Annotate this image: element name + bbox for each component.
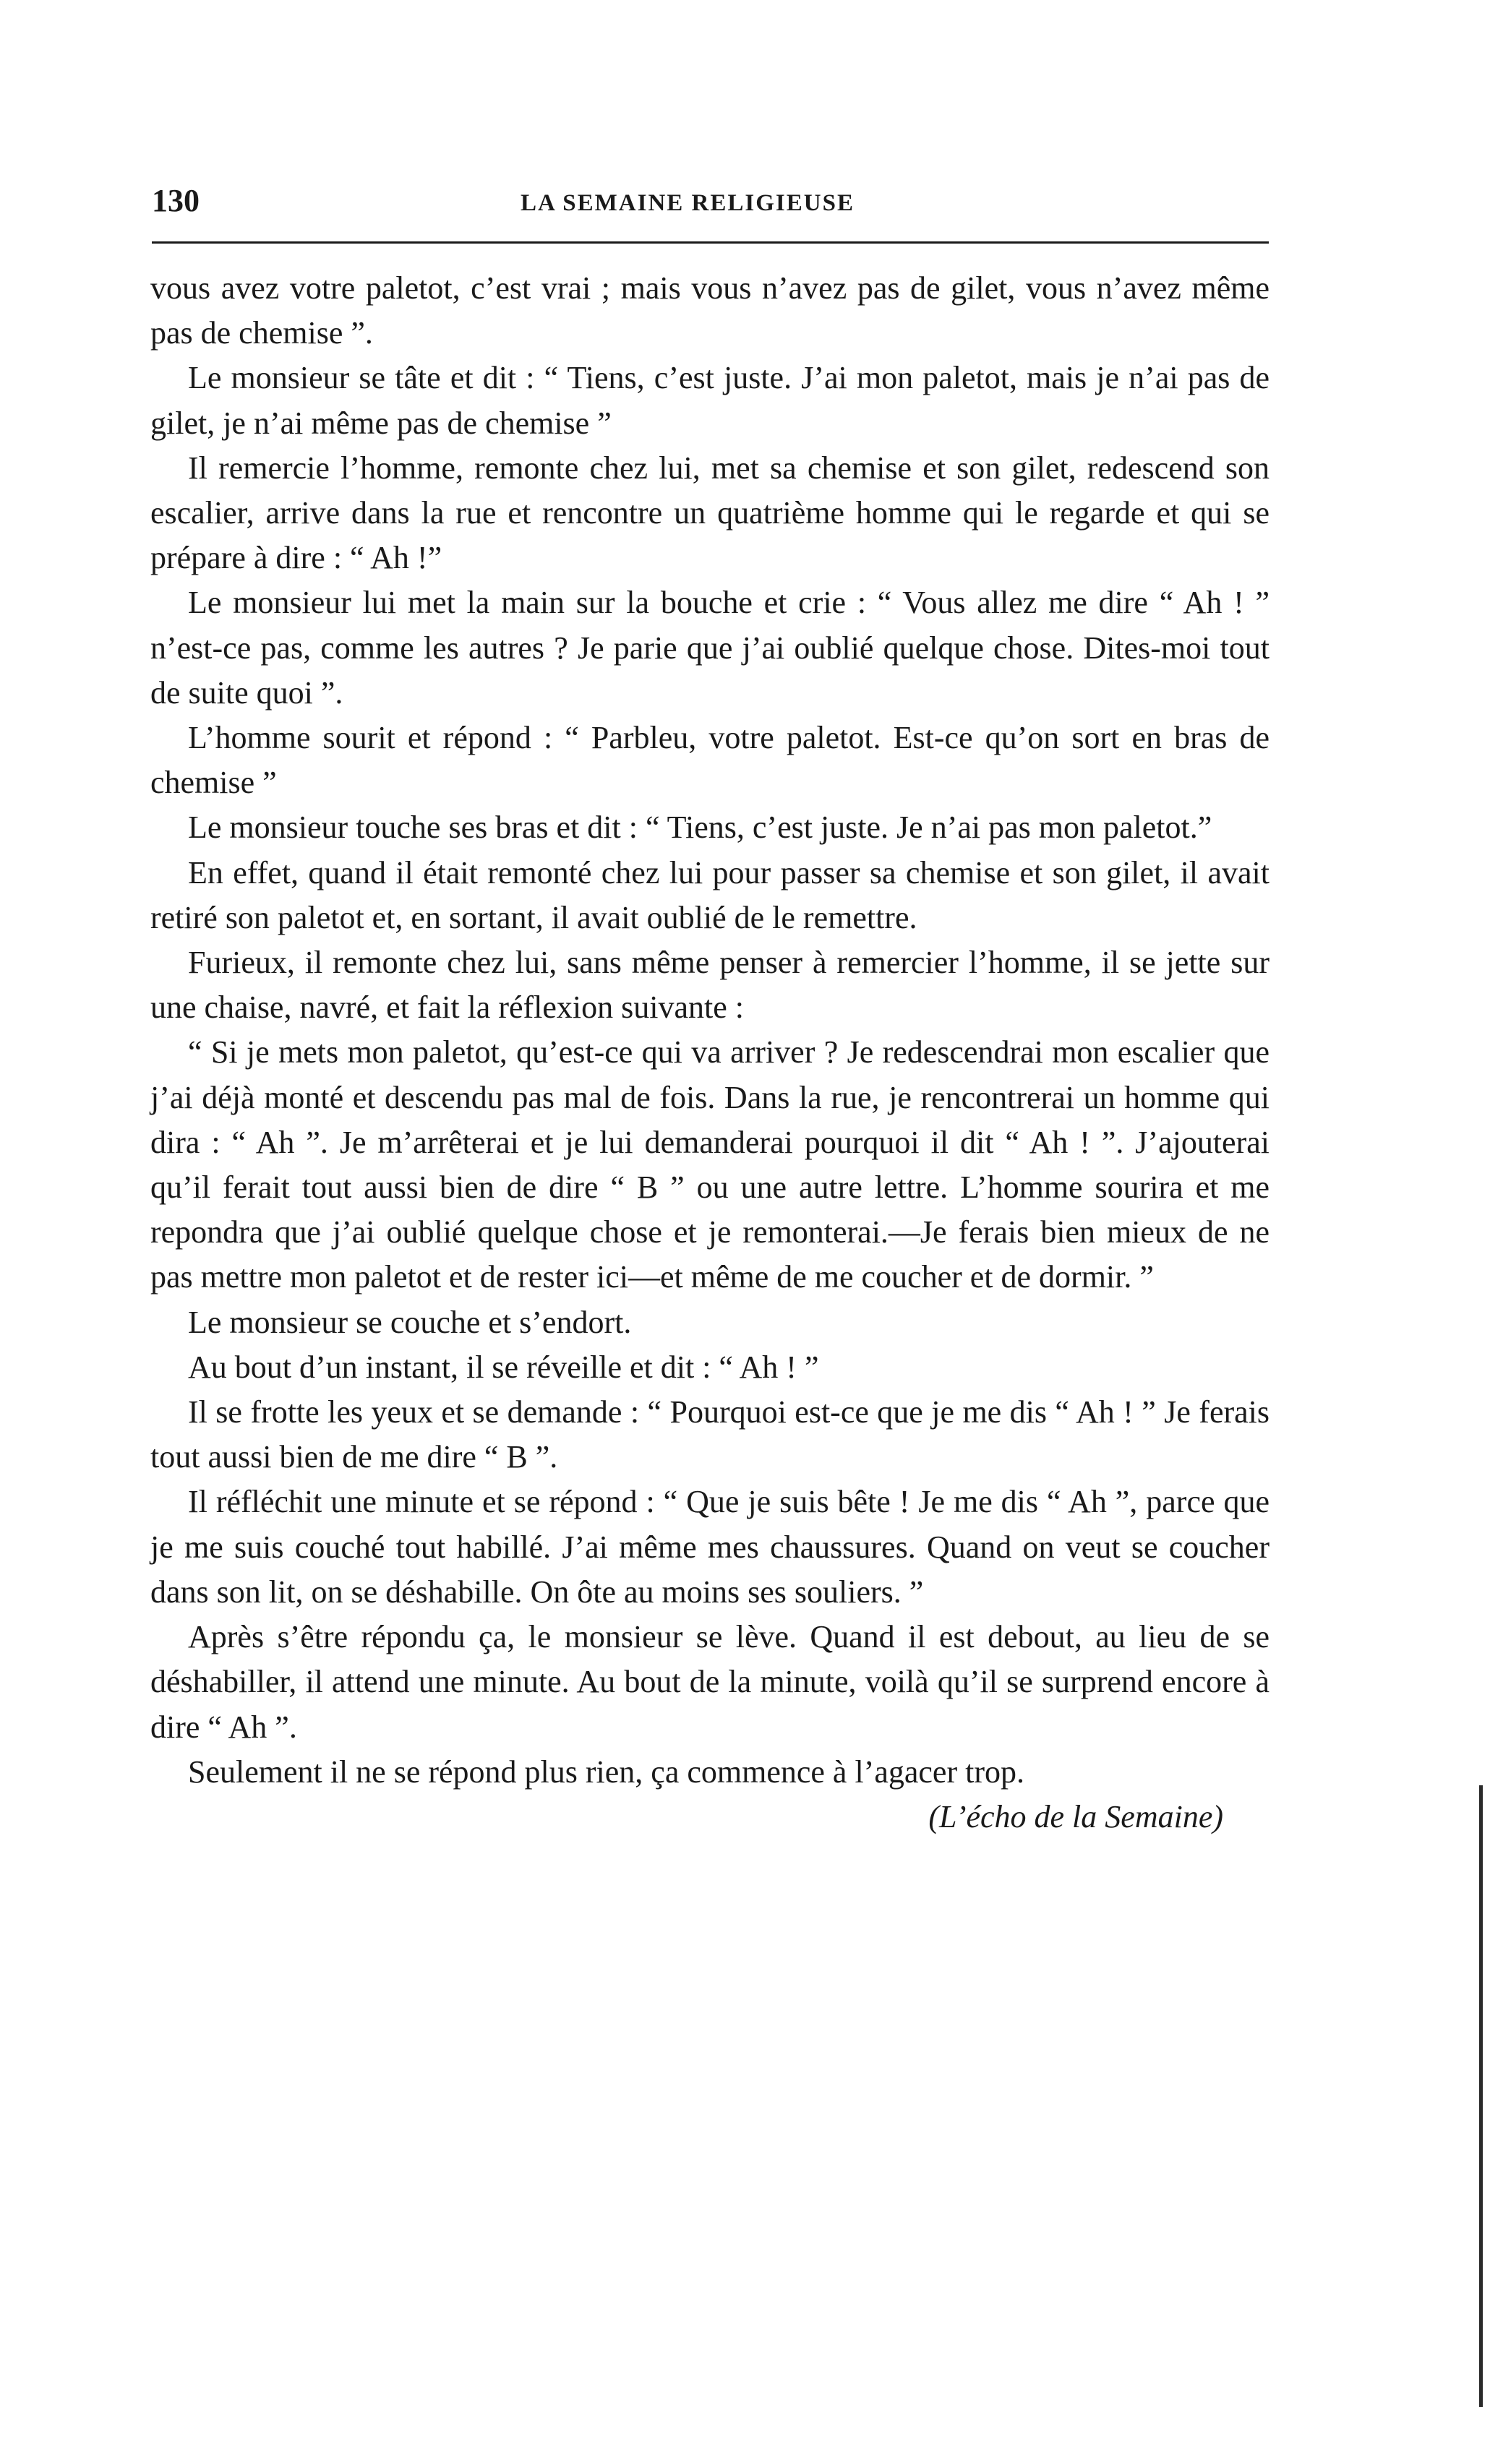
paragraph: Le monsieur se couche et s’endort. xyxy=(188,1304,632,1340)
page-header xyxy=(152,179,1269,230)
paragraph: Après s’être répondu ça, le monsieur se lève. Quand il est debout, au lieu de se déshabiller, il attend une minute. Au bout de la minute, voilà qu’il se surprend encore à dire “ Ah ”. xyxy=(150,1619,1270,1745)
paragraph-text: Seulement il ne se répond plus rien, ça commence à l’agacer trop. xyxy=(188,1753,1024,1790)
paragraph: Il se frotte les yeux et se demande : “ Pourquoi est-ce que je me dis “ Ah ! ” Je ferais tout aussi bien de me dire “ B ”. xyxy=(150,1394,1270,1475)
source-citation: (L’écho de la Semaine) xyxy=(928,1798,1223,1834)
paragraph: Le monsieur touche ses bras et dit : “ Tiens, c’est juste. Je n’ai pas mon paletot.” xyxy=(188,810,1212,846)
paragraph: Le monsieur se tâte et dit : “ Tiens, c’est juste. J’ai mon paletot, mais je n’ai pas de gilet, je n’ai même pas de chemise ” xyxy=(150,360,1270,441)
paragraph: L’homme sourit et répond : “ Parbleu, votre paletot. Est-ce qu’on sort en bras de chemise ” xyxy=(150,720,1270,801)
paragraph: Au bout d’un instant, il se réveille et dit : “ Ah ! ” xyxy=(188,1349,819,1385)
paragraph: Il remercie l’homme, remonte chez lui, met sa chemise et son gilet, redescend son escalier, arrive dans la rue et rencontre un quatrième homme qui le regarde et qui se prépare à dire : “ Ah !” xyxy=(150,450,1270,576)
header-rule xyxy=(152,241,1269,244)
running-head: LA SEMAINE RELIGIEUSE xyxy=(521,190,855,216)
page-edge-mark xyxy=(1479,1785,1483,2407)
paragraph: En effet, quand il était remonté chez lui pour passer sa chemise et son gilet, il avait retiré son paletot et, en sortant, il avait oublié de le remettre. xyxy=(150,854,1270,935)
paragraph: Il réfléchit une minute et se répond : “ Que je suis bête ! Je me dis “ Ah ”, parce que je me suis couché tout habillé. J’ai même mes chaussures. Quand on veut se coucher dans son lit, on se déshabille. On ôte au moins ses souliers. ” xyxy=(150,1484,1270,1610)
last-paragraph xyxy=(150,1750,1270,1834)
paragraph: Furieux, il remonte chez lui, sans même penser à remercier l’homme, il se jette sur une chaise, navré, et fait la réflexion suivante : xyxy=(150,945,1270,1026)
article-body xyxy=(150,266,1270,1840)
paragraph: “ Si je mets mon paletot, qu’est-ce qui va arriver ? Je redescendrai mon escalier que j’ai déjà monté et descendu pas mal de fois. Dans la rue, je rencontrerai un homme qui dira : “ Ah ”. Je m’arrêterai et je lui demanderai pourquoi il dit “ Ah ! ”. J’ajouterai qu’il ferait tout aussi bien de dire “ B ” ou une autre lettre. L’homme sourira et me repondra que j’ai oublié quelque chose et je remonterai.—Je ferais bien mieux de ne pas mettre mon paletot et de rester ici—et même de me coucher et de dormir. ” xyxy=(150,1034,1270,1295)
page-number: 130 xyxy=(152,183,200,218)
paragraph: Le monsieur lui met la main sur la bouche et crie : “ Vous allez me dire “ Ah ! ” n’est-ce pas, comme les autres ? Je parie que j’ai oublié quelque chose. Dites-moi tout de suite quoi ”. xyxy=(150,585,1270,711)
paragraph: vous avez votre paletot, c’est vrai ; mais vous n’avez pas de gilet, vous n’avez même pas de chemise ”. xyxy=(150,270,1270,351)
